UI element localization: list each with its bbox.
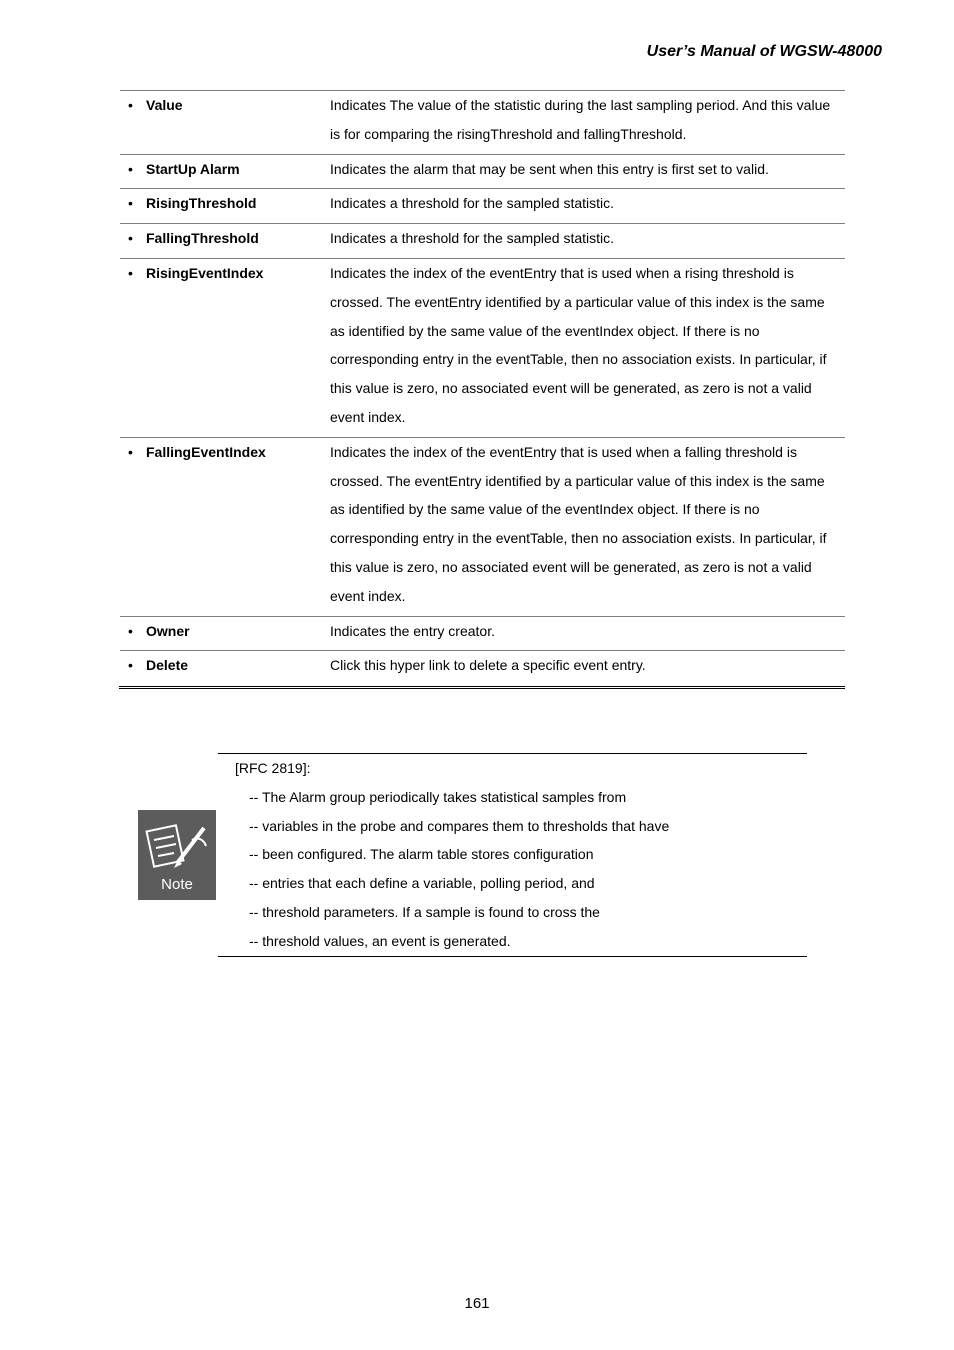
param-name: RisingEventIndex xyxy=(146,264,264,281)
param-name-cell xyxy=(120,616,330,651)
param-name: StartUp Alarm xyxy=(146,160,240,177)
param-description-cell xyxy=(330,154,845,189)
table-bottom-rule-double xyxy=(119,688,845,689)
param-description-line: Indicates a threshold for the sampled statistic. xyxy=(330,230,615,247)
bullet-icon: • xyxy=(128,443,133,460)
bullet-icon: • xyxy=(128,622,133,639)
param-description-line: this value is zero, no associated event will be generated, as zero is not a valid xyxy=(330,380,812,397)
param-description-line: crossed. The eventEntry identified by a particular value of this index is the same xyxy=(330,472,825,489)
param-name: RisingThreshold xyxy=(146,195,257,212)
note-line: -- entries that each define a variable, polling period, and xyxy=(249,875,595,892)
table-bottom-rule xyxy=(119,686,845,687)
document-header-title: User’s Manual of WGSW-48000 xyxy=(646,43,882,60)
note-line: -- variables in the probe and compares them to thresholds that have xyxy=(249,817,670,834)
bullet-icon: • xyxy=(128,97,133,113)
param-description-line: this value is zero, no associated event will be generated, as zero is not a valid xyxy=(330,558,812,575)
bullet-icon: • xyxy=(128,264,133,281)
table-row xyxy=(120,224,845,259)
param-description-line: Indicates the entry creator. xyxy=(330,622,495,639)
param-description-cell xyxy=(330,616,845,651)
param-description-cell xyxy=(330,437,845,616)
param-description-cell xyxy=(330,224,845,259)
param-description-line: crossed. The eventEntry identified by a particular value of this index is the same xyxy=(330,293,825,310)
table-row xyxy=(120,258,845,437)
note-line: -- threshold parameters. If a sample is found to cross the xyxy=(249,903,600,920)
param-name-cell xyxy=(120,189,330,224)
param-description-line: event index. xyxy=(330,587,406,604)
page-number: 161 xyxy=(464,1295,490,1312)
param-description-line: corresponding entry in the eventTable, then no association exists. In particular, if xyxy=(330,351,827,368)
param-name: Delete xyxy=(146,657,189,674)
bullet-icon: • xyxy=(128,657,133,674)
param-description-line: as identified by the same value of the eventIndex object. If there is no xyxy=(330,322,760,339)
param-description-cell xyxy=(330,258,845,437)
param-description-line: Click this hyper link to delete a specific event entry. xyxy=(330,657,646,674)
note-line: -- been configured. The alarm table stores configuration xyxy=(249,846,594,863)
param-name: FallingThreshold xyxy=(146,230,259,247)
param-description-line: corresponding entry in the eventTable, then no association exists. In particular, if xyxy=(330,530,827,547)
note-line: -- The Alarm group periodically takes statistical samples from xyxy=(249,788,627,805)
bullet-icon: • xyxy=(128,230,133,247)
param-description-line: Indicates a threshold for the sampled statistic. xyxy=(330,195,615,212)
note-line: -- threshold values, an event is generated. xyxy=(249,932,511,949)
bullet-icon: • xyxy=(128,195,133,212)
note-text xyxy=(235,754,795,956)
param-name-cell xyxy=(120,154,330,189)
param-name-cell xyxy=(120,437,330,616)
param-description-line: Indicates the index of the eventEntry that is used when a falling threshold is xyxy=(330,443,797,460)
note-icon-label: Note xyxy=(161,876,193,893)
table-row xyxy=(120,616,845,651)
param-name: FallingEventIndex xyxy=(146,443,266,460)
param-description-line: event index. xyxy=(330,408,406,425)
param-name: Value xyxy=(146,97,183,113)
table-row xyxy=(120,651,845,685)
param-description-cell xyxy=(330,189,845,224)
table-row xyxy=(120,91,845,155)
param-description-line: Indicates The value of the statistic during the last sampling period. And this value xyxy=(330,97,831,113)
param-description-line: is for comparing the risingThreshold and fallingThreshold. xyxy=(330,125,687,142)
param-description-line: Indicates the index of the eventEntry that is used when a rising threshold is xyxy=(330,264,794,281)
parameter-table xyxy=(120,90,845,685)
param-name-cell xyxy=(120,258,330,437)
param-name-cell xyxy=(120,91,330,155)
note-heading: [RFC 2819]: xyxy=(235,760,311,776)
param-description-line: Indicates the alarm that may be sent when this entry is first set to valid. xyxy=(330,160,769,177)
bullet-icon: • xyxy=(128,160,133,177)
param-name: Owner xyxy=(146,622,190,639)
param-name-cell xyxy=(120,651,330,685)
table-row xyxy=(120,189,845,224)
param-description-cell xyxy=(330,91,845,155)
note-icon xyxy=(138,810,216,900)
table-row xyxy=(120,437,845,616)
table-row xyxy=(120,154,845,189)
note-bottom-rule xyxy=(218,956,807,957)
param-description-cell xyxy=(330,651,845,685)
param-description-line: as identified by the same value of the eventIndex object. If there is no xyxy=(330,501,760,518)
param-name-cell xyxy=(120,224,330,259)
note-pencil-icon xyxy=(138,810,216,880)
